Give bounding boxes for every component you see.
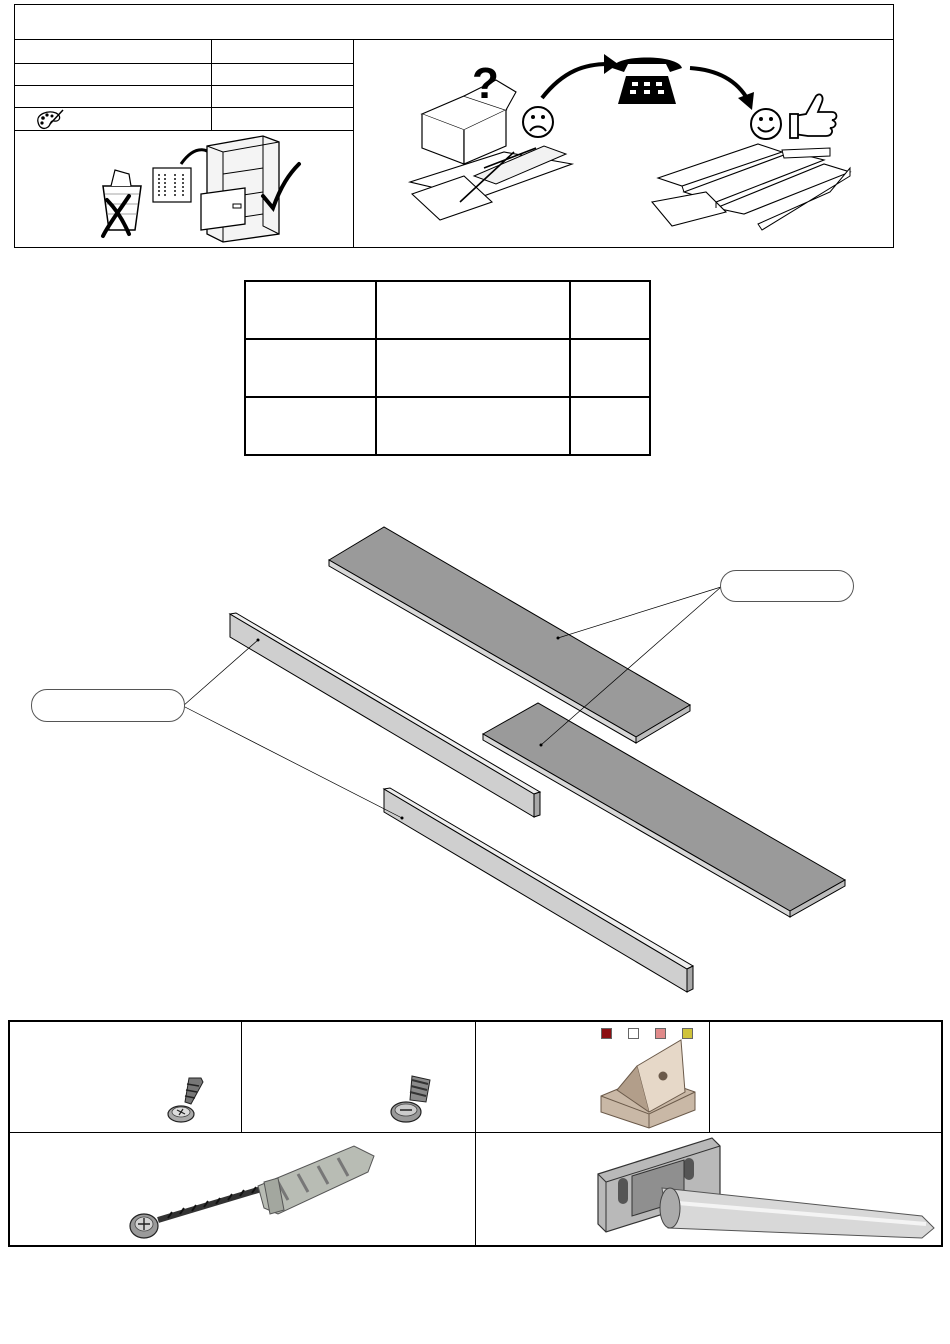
table-cell: [376, 281, 570, 339]
hardware-col-divider: [241, 1022, 242, 1132]
leader-line: [558, 587, 721, 638]
leader-line: [183, 640, 258, 706]
table-cell: [376, 397, 570, 455]
wall-plug-screw-icon: [128, 1138, 378, 1244]
document-filing-illustration: [95, 134, 305, 244]
telephone-icon: [612, 58, 682, 105]
table-cell: [570, 281, 650, 339]
large-screw-icon: [388, 1072, 438, 1128]
table-cell: [570, 397, 650, 455]
table-row: [245, 281, 650, 339]
support-illustration: [404, 52, 854, 236]
header-divider: [14, 39, 894, 40]
happy-face-icon: [751, 109, 781, 139]
table-cell: [570, 339, 650, 397]
header-split: [353, 39, 354, 248]
table-cell: [245, 397, 376, 455]
small-screw-icon: [165, 1074, 209, 1126]
leader-line: [183, 706, 402, 818]
shelf-support-pin-icon: [592, 1132, 938, 1242]
parts-table: [244, 280, 651, 456]
part-callout-shelves: [720, 570, 854, 602]
table-row: [245, 339, 650, 397]
question-mark-icon: ?: [472, 59, 499, 108]
sad-face-icon: [523, 107, 553, 137]
part-callout-strips: [31, 689, 185, 722]
thumbs-up-icon: [790, 94, 837, 138]
table-cell: [245, 339, 376, 397]
hardware-col-divider: [475, 1022, 476, 1245]
table-cell: [376, 339, 570, 397]
table-row: [245, 397, 650, 455]
hardware-col-divider: [709, 1022, 710, 1132]
palette-icon: [34, 108, 66, 132]
corner-bracket-icon: [597, 1036, 699, 1128]
info-row-divider-2: [14, 85, 354, 86]
info-row-divider-1: [14, 63, 354, 64]
table-cell: [245, 281, 376, 339]
